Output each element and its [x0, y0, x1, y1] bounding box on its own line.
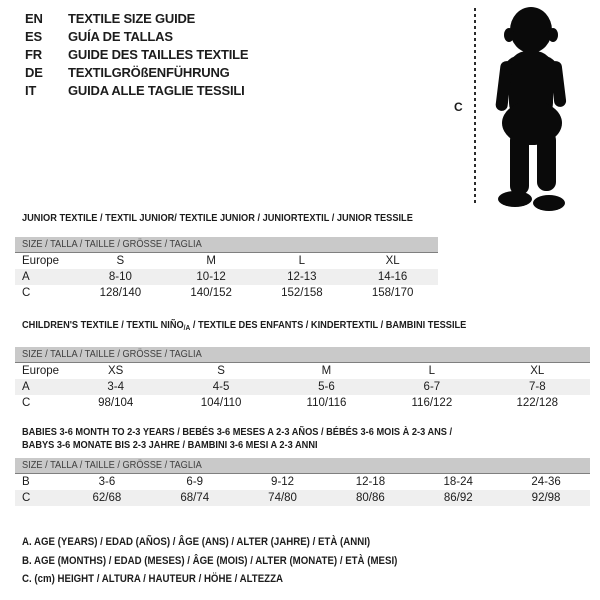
size-header-text: SIZE / TALLA / TAILLE / GRÖSSE / TAGLIA [22, 348, 202, 360]
size-cell: 62/68 [63, 490, 151, 506]
size-cell: 128/140 [99, 287, 142, 299]
language-row [25, 10, 248, 28]
language-code: IT [25, 83, 37, 98]
language-code: EN [25, 11, 43, 26]
size-cell: 152/158 [281, 287, 323, 299]
size-cell: M [206, 255, 216, 267]
language-row [25, 28, 248, 46]
legend-line-c [22, 570, 449, 589]
size-cell: 140/152 [190, 287, 232, 299]
table-row [15, 474, 590, 490]
size-header-text: SIZE / TALLA / TAILLE / GRÖSSE / TAGLIA [22, 459, 202, 471]
table-row [15, 253, 438, 269]
row-label-cell: Europe [22, 365, 60, 377]
size-cell: 80/86 [326, 490, 414, 506]
size-cell: 116/122 [411, 397, 453, 409]
legend-line-a [22, 533, 449, 552]
size-cell: 110/116 [306, 397, 347, 409]
size-cell: 68/74 [151, 490, 239, 506]
section-children [15, 319, 590, 411]
row-label-cell: B [22, 476, 30, 488]
size-cell: XL [530, 365, 545, 377]
size-cell: S [217, 365, 225, 377]
size-cell: 10-12 [166, 269, 257, 285]
language-title: GUIDA ALLE TAGLIE TESSILI [68, 83, 245, 98]
size-cell: 3-6 [98, 476, 116, 488]
height-measure-label: C [454, 100, 463, 114]
baby-silhouette [482, 5, 580, 212]
size-cell: 6-7 [379, 379, 484, 395]
language-title: GUÍA DE TALLAS [68, 29, 173, 44]
section-title [22, 212, 438, 225]
size-cell: XL [385, 255, 400, 267]
section-title-text: JUNIOR TEXTILE / TEXTIL JUNIOR/ TEXTILE JUNIOR / JUNIORTEXTIL / JUNIOR TESSILE [22, 212, 413, 224]
table-row [15, 395, 590, 411]
language-title: TEXTILGRÖßENFÜHRUNG [68, 65, 230, 80]
children-size-table [15, 363, 590, 411]
size-cell: 74/80 [239, 490, 327, 506]
size-cell: 12-13 [257, 269, 348, 285]
section-junior [15, 212, 438, 301]
height-measure-line [474, 8, 476, 205]
row-label-cell: C [15, 490, 63, 506]
title-part: CHILDREN'S TEXTILE / TEXTIL NIÑO [22, 319, 184, 331]
size-cell: 8-10 [75, 269, 166, 285]
legend-text: B. AGE (MONTHS) / EDAD (MESES) / ÂGE (MOIS) / ALTER (MONATE) / ETÀ (MESI) [22, 554, 398, 567]
section-title [22, 426, 590, 452]
language-row [25, 64, 248, 82]
title-subscript: /A [183, 323, 191, 332]
size-cell: 3-4 [63, 379, 168, 395]
table-row [15, 285, 438, 301]
legend-text: A. AGE (YEARS) / EDAD (AÑOS) / ÂGE (ANS) / ALTER (JAHRE) / ETÀ (ANNI) [22, 536, 371, 548]
language-title: GUIDE DES TAILLES TEXTILE [68, 47, 249, 62]
size-cell: L [428, 365, 436, 377]
language-code: FR [25, 47, 42, 62]
table-row [15, 269, 438, 285]
size-cell: 9-12 [271, 476, 295, 488]
babies-size-table [15, 474, 590, 506]
legend-line-b [22, 552, 449, 571]
junior-size-table [15, 253, 438, 301]
size-cell: 98/104 [98, 397, 134, 409]
size-cell: 14-16 [347, 269, 438, 285]
section-title-line2: BABYS 3-6 MONATE BIS 2-3 JAHRE / BAMBINI 3-6 MESI A 2-3 ANNI [22, 439, 318, 451]
size-cell: 24-36 [531, 476, 561, 488]
size-cell: 6-9 [186, 476, 204, 488]
section-title-text [22, 319, 466, 334]
language-code: ES [25, 29, 42, 44]
section-title-line1: BABIES 3-6 MONTH TO 2-3 YEARS / BEBÉS 3-6 MESES A 2-3 AÑOS / BÉBÉS 3-6 MOIS À 2-3 ANS / [22, 426, 453, 438]
size-header-bar [15, 347, 590, 363]
size-cell: 122/128 [516, 397, 559, 409]
language-header [25, 10, 248, 100]
title-part: / TEXTILE DES ENFANTS / KINDERTEXTIL / BAMBINI TESSILE [190, 319, 467, 331]
section-babies [15, 426, 590, 506]
table-row [15, 363, 590, 379]
size-cell: 86/92 [414, 490, 502, 506]
legend-text: C. (cm) HEIGHT / ALTURA / HAUTEUR / HÖHE / ALTEZZA [22, 573, 284, 585]
language-title: TEXTILE SIZE GUIDE [68, 11, 196, 26]
size-cell: 4-5 [168, 379, 273, 395]
size-cell: 5-6 [274, 379, 379, 395]
language-row [25, 82, 248, 100]
section-title [22, 319, 590, 334]
size-cell: M [321, 365, 332, 377]
table-row [15, 379, 590, 395]
row-label-cell: A [15, 379, 63, 395]
size-header-text: SIZE / TALLA / TAILLE / GRÖSSE / TAGLIA [22, 238, 202, 250]
size-cell: XS [108, 365, 124, 377]
measurement-legend [22, 533, 449, 589]
row-label-cell: C [22, 287, 31, 299]
size-header-bar [15, 458, 590, 474]
language-code: DE [25, 65, 43, 80]
size-cell: 7-8 [485, 379, 590, 395]
size-cell: S [116, 255, 125, 267]
table-row [15, 490, 590, 506]
size-cell: L [298, 255, 306, 267]
height-figure [450, 0, 600, 215]
row-label-cell: A [15, 269, 75, 285]
size-cell: 158/170 [371, 287, 414, 299]
language-row [25, 46, 248, 64]
row-label-cell: C [22, 397, 31, 409]
row-label-cell: Europe [22, 255, 60, 267]
size-cell: 92/98 [502, 490, 590, 506]
size-cell: 18-24 [443, 476, 473, 488]
size-cell: 104/110 [200, 397, 242, 409]
size-cell: 12-18 [355, 476, 386, 488]
size-header-bar [15, 237, 438, 253]
